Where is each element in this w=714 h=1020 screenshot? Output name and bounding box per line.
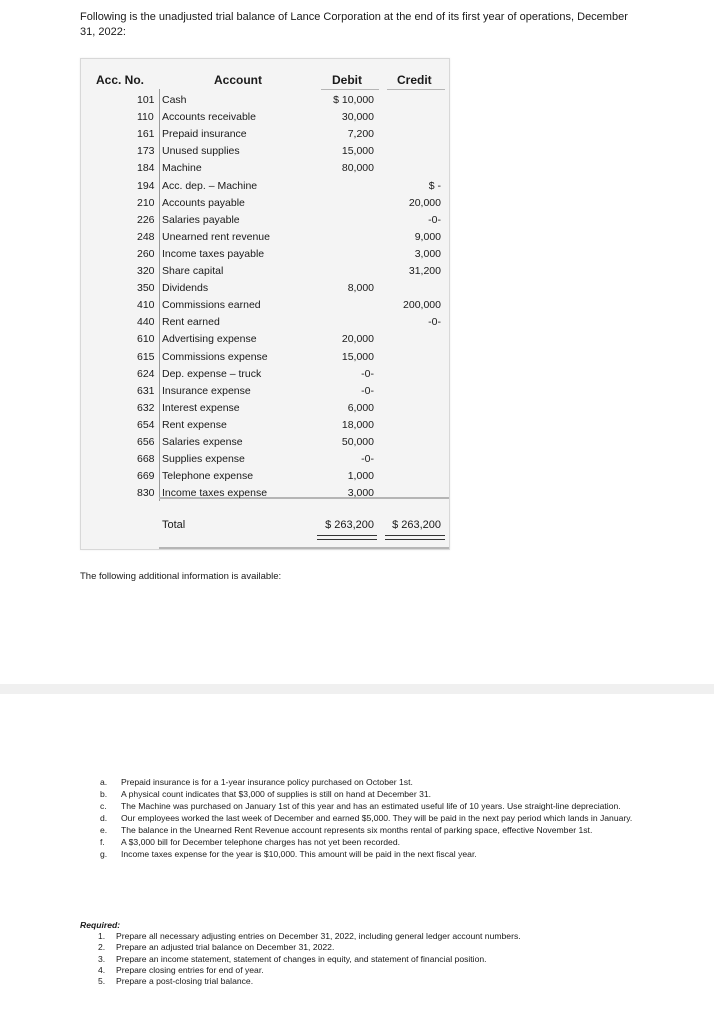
account-number: 161 <box>137 128 155 141</box>
list-number: 3. <box>98 953 106 964</box>
header-debit: Debit <box>332 73 362 87</box>
account-number: 248 <box>137 230 155 243</box>
table-row <box>81 434 449 451</box>
table-row <box>81 263 449 280</box>
table-row <box>81 212 449 229</box>
account-name: Acc. dep. – Machine <box>162 179 258 192</box>
list-number: 5. <box>98 976 106 987</box>
credit-amount: -0- <box>428 316 441 329</box>
account-name: Accounts receivable <box>162 111 256 124</box>
additional-info-list <box>100 777 640 861</box>
debit-amount: 3,000 <box>347 487 374 500</box>
debit-amount: 80,000 <box>341 162 374 175</box>
account-name: Dep. expense – truck <box>162 367 262 380</box>
account-number: 631 <box>137 384 155 397</box>
debit-header-rule <box>321 89 379 90</box>
required-heading: Required: <box>80 920 121 930</box>
table-row <box>81 160 449 177</box>
account-name: Supplies expense <box>162 453 245 466</box>
account-number: 624 <box>137 367 155 380</box>
list-item <box>100 837 640 848</box>
account-number: 668 <box>137 453 155 466</box>
table-row <box>81 417 449 434</box>
account-name: Income taxes payable <box>162 247 265 260</box>
table-row <box>81 485 449 502</box>
list-item <box>80 954 640 965</box>
list-item <box>100 801 640 812</box>
table-row <box>81 400 449 417</box>
account-name: Salaries expense <box>162 436 243 448</box>
debit-amount: -0- <box>361 384 374 397</box>
intro-text: Following is the unadjusted trial balance of Lance Corporation at the end of its first year of operations, December 31, 2022: <box>80 11 628 38</box>
debit-amount: $ 10,000 <box>333 94 374 106</box>
debit-amount: 50,000 <box>341 436 374 448</box>
account-name: Interest expense <box>162 401 240 414</box>
list-item <box>80 965 640 976</box>
list-text: Prepare closing entries for end of year. <box>116 964 264 975</box>
table-row <box>81 246 449 263</box>
account-name: Salaries payable <box>162 213 240 226</box>
account-number: 830 <box>137 487 155 500</box>
debit-amount: 8,000 <box>347 282 374 295</box>
list-text: The Machine was purchased on January 1st of this year and has an estimated useful life of 10 years. Use straight-line depreciation. <box>121 801 621 811</box>
account-name: Income taxes expense <box>162 487 268 500</box>
table-row <box>81 178 449 195</box>
credit-amount: 200,000 <box>403 299 441 312</box>
credit-amount: 9,000 <box>414 230 441 243</box>
list-letter: a. <box>100 777 108 787</box>
credit-amount: 31,200 <box>408 265 441 277</box>
account-number: 632 <box>137 401 155 414</box>
debit-amount: 6,000 <box>347 401 374 414</box>
total-label: Total <box>162 519 186 531</box>
debit-amount: 1,000 <box>347 470 374 483</box>
account-number: 226 <box>137 213 155 226</box>
account-name: Insurance expense <box>162 384 251 397</box>
credit-double-line <box>385 535 445 540</box>
account-name: Unused supplies <box>162 145 240 158</box>
list-letter: g. <box>100 849 108 859</box>
debit-amount: 15,000 <box>341 145 374 158</box>
header-acc-no: Acc. No. <box>96 73 145 87</box>
account-name: Telephone expense <box>162 470 254 483</box>
list-number: 1. <box>98 931 106 942</box>
trial-balance-table <box>80 58 450 550</box>
total-debit: $ 263,200 <box>325 519 374 531</box>
table-row <box>81 229 449 246</box>
account-name: Rent earned <box>162 316 220 329</box>
account-name: Cash <box>162 94 187 106</box>
credit-amount: $ - <box>428 179 441 192</box>
list-number: 4. <box>98 964 106 975</box>
list-text: The balance in the Unearned Rent Revenue account represents six months rental of parking space, effective November 1st. <box>121 825 593 835</box>
account-number: 656 <box>137 436 155 448</box>
debit-amount: 15,000 <box>341 350 374 363</box>
list-letter: f. <box>100 837 105 847</box>
account-number: 440 <box>137 316 155 329</box>
total-underline <box>159 547 449 549</box>
table-row <box>81 468 449 485</box>
account-number: 101 <box>137 94 155 106</box>
table-row <box>81 143 449 160</box>
account-name: Commissions earned <box>162 299 261 312</box>
debit-amount: 20,000 <box>341 333 374 346</box>
table-row <box>81 195 449 212</box>
account-number: 669 <box>137 470 155 483</box>
account-name: Machine <box>162 162 202 175</box>
account-number: 110 <box>137 111 154 124</box>
table-row <box>81 109 449 126</box>
list-text: A physical count indicates that $3,000 of supplies is still on hand at December 31. <box>121 789 432 799</box>
list-letter: b. <box>100 789 108 799</box>
table-row <box>81 383 449 400</box>
required-section <box>80 920 640 987</box>
list-item <box>100 813 640 824</box>
account-number: 260 <box>137 247 155 260</box>
list-text: Prepare an income statement, statement of changes in equity, and statement of financial position. <box>116 953 487 964</box>
account-number: 320 <box>137 265 155 277</box>
debit-amount: -0- <box>361 367 374 380</box>
table-row <box>81 349 449 366</box>
account-name: Commissions expense <box>162 350 268 363</box>
account-name: Advertising expense <box>162 333 257 346</box>
list-text: Prepare an adjusted trial balance on December 31, 2022. <box>116 942 335 953</box>
list-item <box>80 976 640 987</box>
account-name: Accounts payable <box>162 196 245 209</box>
list-item <box>80 942 640 953</box>
list-text: A $3,000 bill for December telephone charges has not yet been recorded. <box>121 837 400 847</box>
list-text: Our employees worked the last week of December and earned $5,000. They will be paid in the next pay period which lands in January. <box>121 813 633 823</box>
table-row <box>81 297 449 314</box>
account-number: 610 <box>137 333 155 346</box>
account-number: 654 <box>137 418 155 431</box>
account-name: Prepaid insurance <box>162 128 247 141</box>
header-credit: Credit <box>397 73 432 87</box>
list-letter: e. <box>100 825 108 835</box>
list-text: Prepaid insurance is for a 1-year insurance policy purchased on October 1st. <box>121 777 413 787</box>
account-name: Rent expense <box>162 418 227 431</box>
list-item <box>100 777 640 788</box>
table-row <box>81 314 449 331</box>
total-credit: $ 263,200 <box>392 519 441 531</box>
list-item <box>80 931 640 942</box>
debit-amount: 18,000 <box>341 418 374 431</box>
account-number: 194 <box>137 179 155 192</box>
debit-amount: 30,000 <box>341 111 374 124</box>
account-number: 350 <box>137 282 155 295</box>
account-number: 410 <box>137 299 155 312</box>
required-list <box>80 931 640 987</box>
account-name: Unearned rent revenue <box>162 230 270 243</box>
list-text: Prepare all necessary adjusting entries on December 31, 2022, including general ledger account numbers. <box>116 931 521 942</box>
table-row <box>81 126 449 143</box>
list-letter: d. <box>100 813 108 823</box>
table-row <box>81 280 449 297</box>
header-account: Account <box>214 73 262 87</box>
account-name: Share capital <box>162 265 224 277</box>
account-name: Dividends <box>162 282 209 295</box>
account-number: 615 <box>137 350 155 363</box>
list-item <box>100 825 640 836</box>
list-text: Income taxes expense for the year is $10,000. This amount will be paid in the next fiscal year. <box>121 849 477 859</box>
table-row <box>81 92 449 109</box>
account-number: 210 <box>137 196 155 209</box>
list-letter: c. <box>100 801 107 811</box>
debit-amount: 7,200 <box>347 128 374 141</box>
list-text: Prepare a post-closing trial balance. <box>116 976 254 987</box>
page-gap <box>0 684 714 694</box>
list-number: 2. <box>98 942 106 953</box>
debit-double-line <box>317 535 377 540</box>
table-row <box>81 331 449 348</box>
table-row <box>81 366 449 383</box>
list-item <box>100 849 640 860</box>
credit-amount: -0- <box>428 213 441 226</box>
additional-info-heading: The following additional information is available: <box>80 571 282 582</box>
list-item <box>100 789 640 800</box>
debit-amount: -0- <box>361 453 374 466</box>
credit-amount: 20,000 <box>408 196 441 209</box>
credit-header-rule <box>387 89 445 90</box>
credit-amount: 3,000 <box>414 247 441 260</box>
account-number: 173 <box>137 145 155 158</box>
table-row <box>81 451 449 468</box>
account-number: 184 <box>137 162 155 175</box>
